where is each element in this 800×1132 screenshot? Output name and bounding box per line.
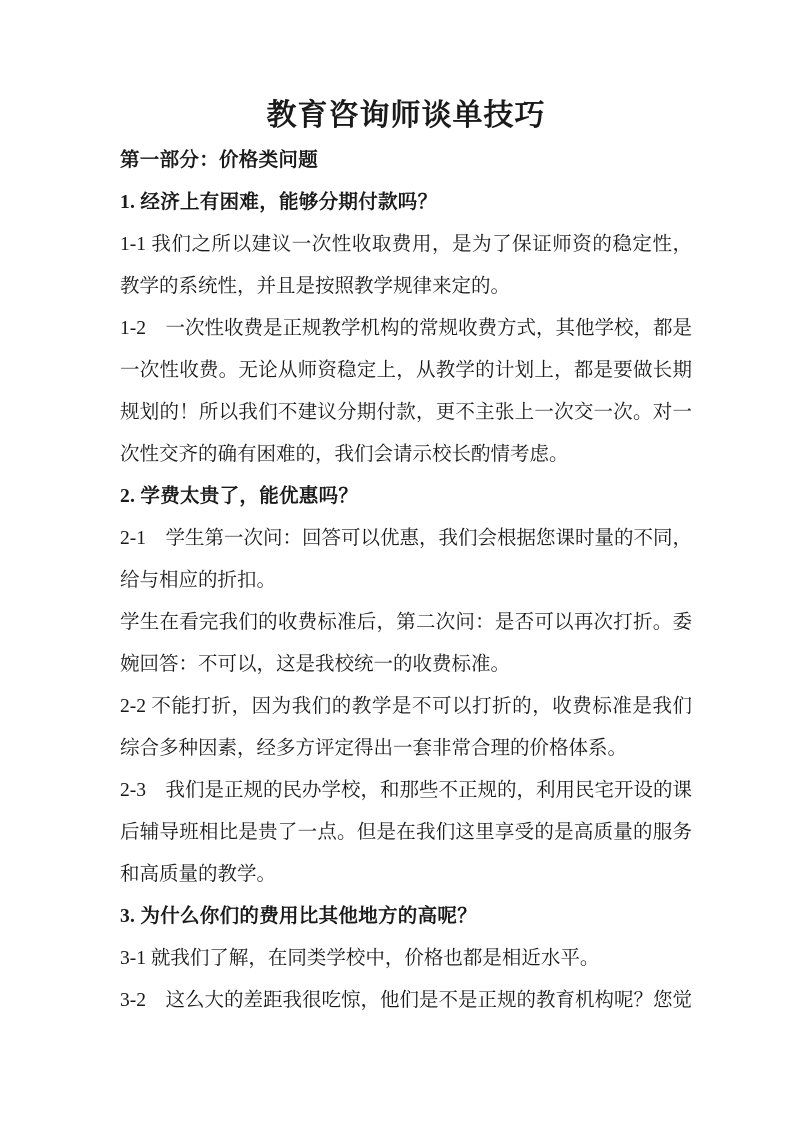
text-line: 和高质量的教学。 [120,864,277,885]
document-body [120,140,692,1022]
text-line: 教学的系统性，并且是按照教学规律来定的。 [120,276,511,297]
question-heading-1: 1. 经济上有困难，能够分期付款吗？ [120,192,438,213]
text-line: 3-2 这么大的差距我很吃惊，他们是不是正规的教育机构呢？您觉 [120,990,692,1011]
text-line: 1-1 我们之所以建议一次性收取费用，是为了保证师资的稳定性， [120,234,692,255]
text-line: 1-2 一次性收费是正规教学机构的常规收费方式，其他学校，都是 [120,318,692,339]
text-line: 婉回答：不可以，这是我校统一的收费标准。 [120,654,511,675]
question-heading-2: 2. 学费太贵了，能优惠吗？ [120,486,359,507]
text-line: 2-2 不能打折，因为我们的教学是不可以打折的，收费标准是我们 [120,696,692,717]
text-line: 2-3 我们是正规的民办学校，和那些不正规的，利用民宅开设的课 [120,780,692,801]
text-line: 规划的！所以我们不建议分期付款，更不主张上一次交一次。对一 [120,402,692,423]
text-line: 学生在看完我们的收费标准后，第二次问：是否可以再次打折。委 [120,612,692,633]
text-line: 后辅导班相比是贵了一点。但是在我们这里享受的是高质量的服务 [120,822,692,843]
question-heading-3: 3. 为什么你们的费用比其他地方的高呢？ [120,906,477,927]
text-line: 一次性收费。无论从师资稳定上，从教学的计划上，都是要做长期 [120,360,692,381]
text-line: 综合多种因素，经多方评定得出一套非常合理的价格体系。 [120,738,628,759]
text-line: 次性交齐的确有困难的，我们会请示校长酌情考虑。 [120,444,569,465]
part-heading: 第一部分：价格类问题 [120,150,319,171]
text-line: 3-1 就我们了解，在同类学校中，价格也都是相近水平。 [120,948,600,969]
document-title: 教育咨询师谈单技巧 [266,99,546,132]
text-line: 给与相应的折扣。 [120,570,277,591]
text-line: 2-1 学生第一次问：回答可以优惠，我们会根据您课时量的不同， [120,528,692,549]
